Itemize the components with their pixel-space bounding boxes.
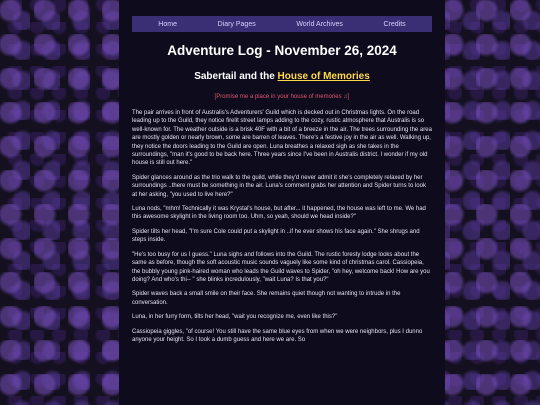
story-paragraph: Spider glances around as the trio walk to the guild, while they'd never admit it she's completely relaxed by her surroundings ..there must be something in the air. Luna's comment grabs her attention and Spider turns to look at her asking, "you used to live here?": [132, 174, 426, 198]
subtitle-prefix: Sabertail and the: [194, 71, 278, 82]
story-paragraph: Luna nods, "mhm! Technically it was Krystal's house, but after... it happened, the house was left to me. We had this awesome skylight in the living room too. Uhm, so yeah, should we head inside?": [132, 206, 426, 221]
house-of-memories-link[interactable]: House of Memories: [277, 71, 370, 82]
top-nav: [132, 16, 432, 32]
story-paragraph: Spider waves back a small smile on their face. She remains quiet though not wanting to intrude in the conversation.: [132, 291, 401, 306]
page-title: Adventure Log - November 26, 2024: [167, 43, 397, 58]
song-quote: [Promise me a place in your house of memories ♫]: [214, 94, 350, 100]
story-paragraph: Cassiopeia giggles, "of course! You still have the same blue eyes from when we were neighbors, plus I dunno anyone your height. So I took a dumb guess and here we are. So: [132, 328, 423, 343]
story-paragraph: "He's too busy for us I guess." Luna sighs and follows into the Guild. The rustic foresty lodge looks about the same as before, though the soft acoustic music sounds vaguely like some kind of christmas carol. Cassiopeia, the bubbly young pink-haired woman who leads the Guild waves to Spider, "oh hey, welcome back! How are you doing? And who's thi-- " she blinks incredulously, "wait Luna? Is that you?": [132, 251, 430, 283]
nav-world-archives-link[interactable]: World Archives: [296, 20, 343, 28]
story-paragraph: Luna, in her furry form, tilts her head, "wait you recognize me, even like this?": [132, 314, 338, 321]
nav-home-link[interactable]: Home: [158, 20, 177, 28]
story-paragraph: The pair arrives in front of Australis's Adventurers' Guild which is decked out in Christmas lights. On the road leading up to the Guild, they notice firelit street lamps adding to the cozy, rustic atmosphere that Australis is so well-known for. The weather outside is a brisk 40F with a bit of a breeze in the air. The trees surrounding the area are mostly golden or nearly brown, some are barren of leaves. There's a festive joy in the air as well. Walking up, they notice the doors leading to the Guild are open. Luna breathes a relaxed sigh as she takes in the surroundings, "man it's good to be back here. Three years since I've been in Australis district. I wonder if my old house is still out here.": [132, 110, 432, 167]
story-paragraph: Spider tilts her head, "I'm sure Cole could put a skylight in ..if he ever shows his face again." She shrugs and steps inside.: [132, 228, 420, 244]
nav-diary-pages-link[interactable]: Diary Pages: [217, 20, 256, 28]
nav-credits-link[interactable]: Credits: [383, 20, 406, 28]
content-column: [119, 0, 445, 405]
story-body: [132, 109, 432, 344]
entry-subtitle: [132, 70, 432, 84]
